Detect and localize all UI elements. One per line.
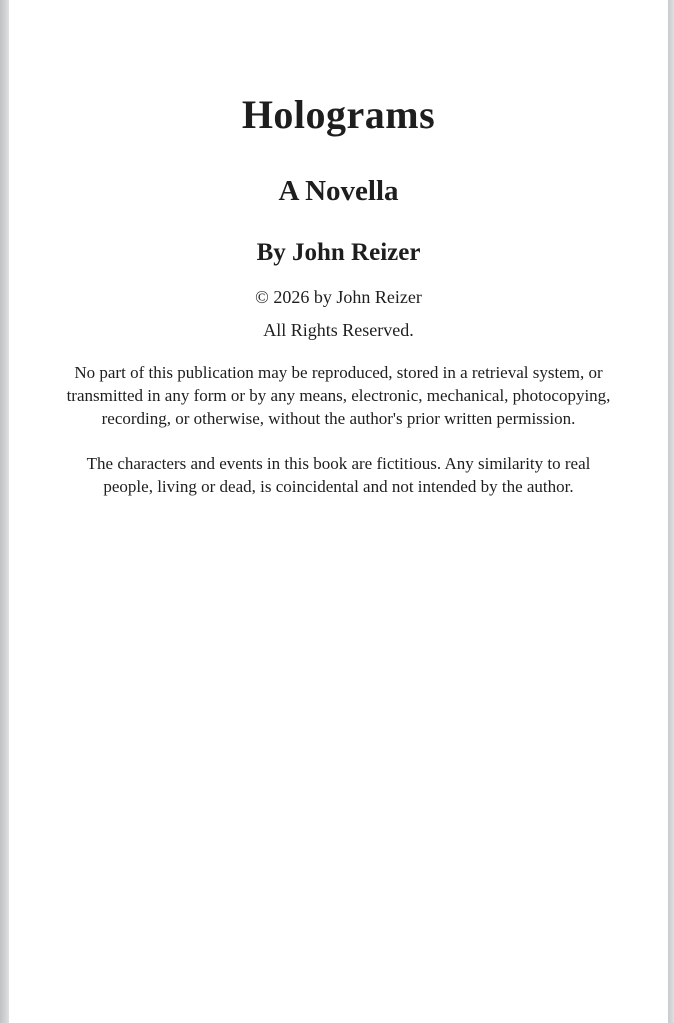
disclaimer-paragraph: The characters and events in this book are fictitious. Any similarity to real people, living or dead, is coincidental and not intended by the author. [86, 453, 591, 496]
book-subtitle: A Novella [278, 175, 399, 207]
title-page [9, 0, 668, 1023]
author-byline: By John Reizer [256, 238, 421, 266]
rights-statement: All Rights Reserved. [263, 319, 414, 340]
permissions-paragraph: No part of this publication may be reproduced, stored in a retrieval system, or transmitted in any form or by any means, electronic, mechanical, photocopying, recording, or otherwise, without the author's prior written permission. [66, 362, 611, 428]
viewer-left-edge [0, 0, 9, 1023]
viewer-right-edge [668, 0, 674, 1023]
book-title: Holograms [241, 92, 436, 137]
copyright-notice: © 2026 by John Reizer [255, 286, 422, 307]
